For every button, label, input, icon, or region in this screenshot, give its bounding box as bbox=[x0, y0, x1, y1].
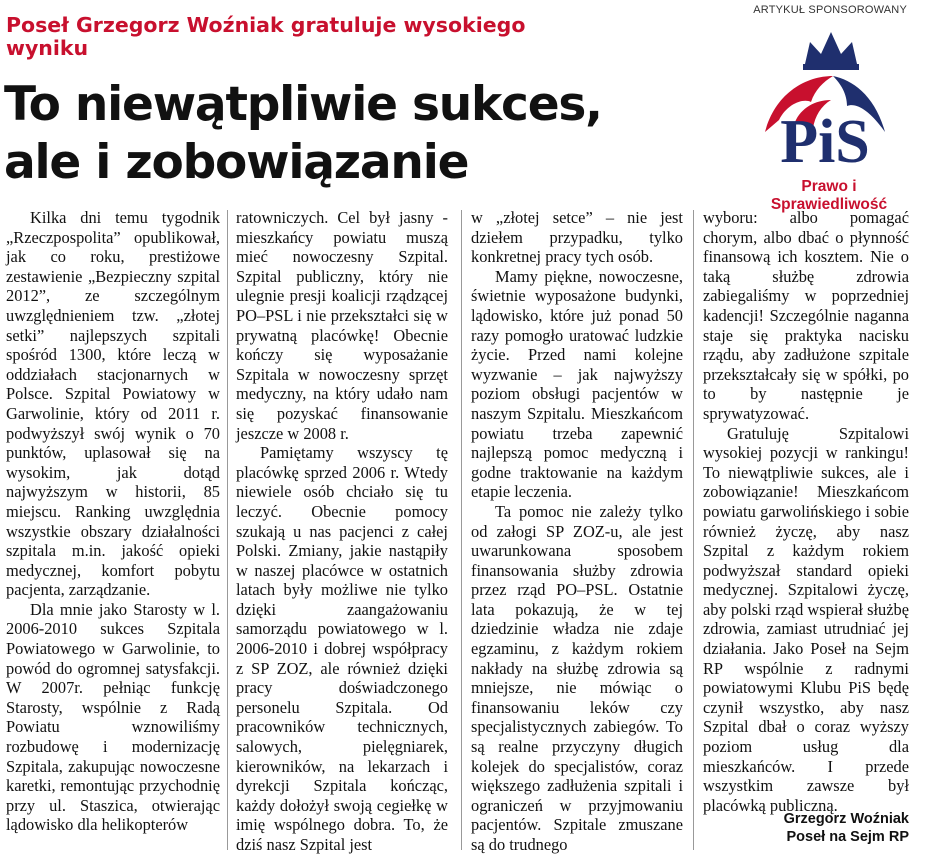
author-name: Grzegorz Woźniak bbox=[783, 811, 909, 827]
headline-line-2: ale i zobowiązanie bbox=[4, 135, 469, 190]
article-column-2 bbox=[236, 208, 448, 855]
paragraph: Gratuluję Szpitalowi wysokiej pozycji w rankingu! To niewątpliwie sukces, ale i zobowiązanie! Mieszkańcom powiatu garwolińskiego i sobie również życzę, aby nasz Szpital z każdym rokiem podwyższał standard opieki medycznej. Szpitalowi życzę, aby polski rząd wspierał służbę zdrowia, zamiast utrudniać jej działania. Jako Poseł na Sejm RP wspólnie z radnymi powiatowymi Klubu PiS będę czynił wszystko, aby nasz Szpital dbał o coraz wyższy poziom usług dla mieszkańców. I przede wszystkim zawsze był placówką publiczną. bbox=[703, 423, 909, 815]
paragraph: Dla mnie jako Starosty w l. 2006-2010 sukces Szpitala Powiatowego w Garwolinie, to powód do ogromnej satysfakcji. W 2007r. pełniąc funkcję Starosty, wspólnie z Radą Powiatu wznowiliśmy rozbudowę i modernizację Szpitala, zakupując nowoczesne karetki, remontując przychodnię przy ul. Staszica, otwierając lądowisko dla helikopterów bbox=[6, 599, 220, 835]
headline-line-1: To niewątpliwie sukces, bbox=[4, 77, 602, 132]
kicker-subtitle: Poseł Grzegorz Woźniak gratuluje wysokiego wyniku bbox=[6, 13, 526, 60]
headline bbox=[4, 76, 724, 192]
logo-text: PiS bbox=[780, 108, 870, 176]
paragraph: w „złotej setce” – nie jest dziełem przypadku, tylko konkretnej pracy tych osób. bbox=[471, 208, 683, 267]
paragraph: Mamy piękne, nowoczesne, świetnie wyposażone budynki, lądowisko, które już ponad 50 razy pomogło uratować ludzkie życie. Przed nami kolejne wyzwanie – jak najwyższy poziom obsługi pacjentów w naszym Szpitalu. Mieszkańcom powiatu trzeba zapewnić najlepszą pomoc medyczną i godne traktowanie na każdym etapie leczenia. bbox=[471, 266, 683, 502]
column-divider bbox=[693, 210, 694, 850]
article-column-4 bbox=[703, 208, 909, 815]
article-column-1 bbox=[6, 208, 220, 835]
paragraph: wyboru: albo pomagać chorym, albo dbać o płynność finansową ich kosztem. Nie o taką służbę zdrowia zabiegaliśmy w poprzedniej kadencji! Szczególnie naganna staje się praktyka nacisku rządu, aby zadłużone szpitale przekształcały się w spółki, po to by następnie je sprywatyzować. bbox=[703, 208, 909, 423]
author-signature bbox=[784, 810, 909, 846]
sponsored-label: ARTYKUŁ SPONSOROWANY bbox=[753, 4, 907, 16]
paragraph: ratowniczych. Cel był jasny - mieszkańcy powiatu muszą mieć nowoczesny Szpital. Szpital publiczny, który nie ulegnie presji koalicji rządzącej PO–PSL i nie przekształci się w prywatną placówkę! Obecnie kończy się wyposażanie Szpitala w nowoczesny sprzęt medyczny, na który udało nam się pozyskać finansowanie jeszcze w 2008 r. bbox=[236, 208, 448, 443]
article-column-3 bbox=[471, 208, 683, 855]
logo-caption: Prawo i Sprawiedliwość bbox=[770, 178, 888, 213]
paragraph: Pamiętamy wszyscy tę placówkę sprzed 2006 r. Wtedy niewiele osób chciało się tu leczyć. Obecnie pomocy szukają u nas pacjenci z całej Polski. Zmiany, jakie nastąpiły w naszej placówce w ostatnich latach były możliwe nie tylko dzięki zaangażowaniu samorządu powiatowego w l. 2006-2010 i dobrej współpracy z SP ZOZ, ale również dzięki pracy doświadczonego personelu Szpitala. Od pracowników technicznych, salowych, pielęgniarek, kierowników, na lekarzach i dyrekcji Szpitala kończąc, każdy dołożył swoją cegiełkę w imię wspólnego dobra. To, że dziś nasz Szpital jest bbox=[236, 443, 448, 854]
column-divider bbox=[227, 210, 228, 850]
author-role: Poseł na Sejm RP bbox=[786, 829, 909, 845]
column-divider bbox=[461, 210, 462, 850]
paragraph: Ta pomoc nie zależy tylko od załogi SP ZOZ-u, ale jest uwarunkowana sposobem finansowania służby zdrowia przez rząd PO–PSL. Ostatnie lata pokazują, że w tej dziedzinie władza nie zdaje egzaminu, z każdym rokiem nakłady na służbę zdrowia są mniejsze, nie mówiąc o finansowaniu leków czy specjalistycznych zabiegów. To są realne przyczyny długich kolejek do specjalistów, coraz większego zadłużenia szpitali i ograniczeń w przyjmowaniu pacjentów. Szpitale zmuszane są do trudnego bbox=[471, 501, 683, 854]
paragraph: Kilka dni temu tygodnik „Rzeczpospolita” opublikował, jak co roku, prestiżowe zestawienie „Bezpieczny szpital 2012”, ze szczególnym uwzględnieniem tzw. „złotej setki” najlepszych szpitali spośród 1300, które leczą w oddziałach stacjonarnych w Polsce. Szpital Powiatowy w Garwolinie, który od 2011 r. podwyższył swój wynik o 70 punktów, uplasował się na wysokim, jak dotąd najwyższym w historii, 85 miejscu. Ranking uwzględnia wszystkie obszary działalności szpitala m.in. jakość opieki medycznej, komfort pobytu pacjenta, zarządzanie. bbox=[6, 208, 220, 600]
